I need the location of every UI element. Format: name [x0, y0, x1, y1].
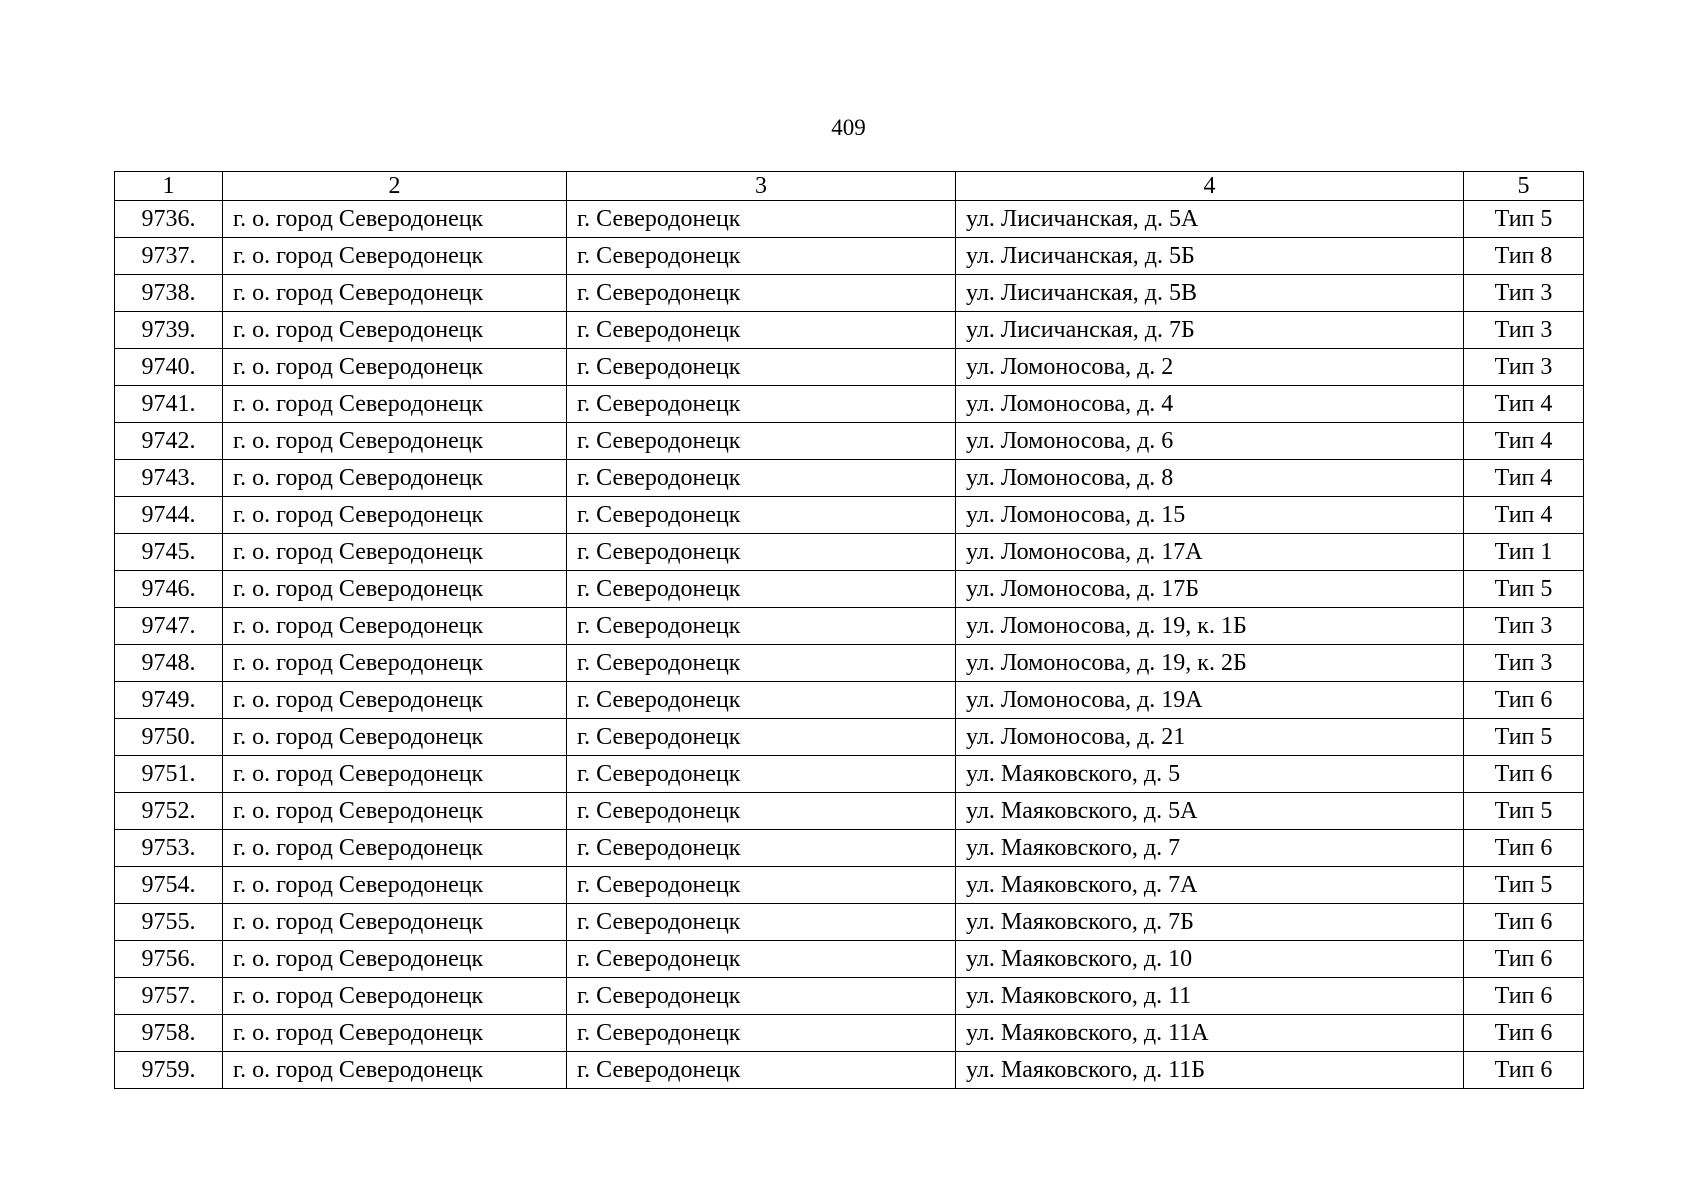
district-cell: г. о. город Северодонецк: [223, 645, 567, 682]
type-cell: Тип 8: [1464, 238, 1584, 275]
type-cell: Тип 3: [1464, 645, 1584, 682]
locality-cell: г. Северодонецк: [567, 756, 956, 793]
type-cell: Тип 6: [1464, 1052, 1584, 1089]
row-number-cell: 9750.: [115, 719, 223, 756]
row-number-cell: 9754.: [115, 867, 223, 904]
table-row: [115, 534, 1584, 571]
district-cell: г. о. город Северодонецк: [223, 497, 567, 534]
table-row: [115, 793, 1584, 830]
locality-cell: г. Северодонецк: [567, 571, 956, 608]
type-cell: Тип 3: [1464, 349, 1584, 386]
row-number-cell: 9749.: [115, 682, 223, 719]
district-cell: г. о. город Северодонецк: [223, 349, 567, 386]
address-cell: ул. Ломоносова, д. 17Б: [956, 571, 1464, 608]
row-number-cell: 9758.: [115, 1015, 223, 1052]
locality-cell: г. Северодонецк: [567, 238, 956, 275]
district-cell: г. о. город Северодонецк: [223, 571, 567, 608]
table-row: [115, 1052, 1584, 1089]
address-cell: ул. Маяковского, д. 7: [956, 830, 1464, 867]
table-row: [115, 682, 1584, 719]
type-cell: Тип 3: [1464, 275, 1584, 312]
district-cell: г. о. город Северодонецк: [223, 386, 567, 423]
locality-cell: г. Северодонецк: [567, 534, 956, 571]
address-cell: ул. Маяковского, д. 7А: [956, 867, 1464, 904]
table-row: [115, 460, 1584, 497]
type-cell: Тип 5: [1464, 201, 1584, 238]
type-cell: Тип 1: [1464, 534, 1584, 571]
locality-cell: г. Северодонецк: [567, 867, 956, 904]
locality-cell: г. Северодонецк: [567, 978, 956, 1015]
table-row: [115, 1015, 1584, 1052]
locality-cell: г. Северодонецк: [567, 682, 956, 719]
row-number-cell: 9748.: [115, 645, 223, 682]
column-header-4: 4: [956, 172, 1464, 201]
district-cell: г. о. город Северодонецк: [223, 756, 567, 793]
type-cell: Тип 5: [1464, 793, 1584, 830]
district-cell: г. о. город Северодонецк: [223, 534, 567, 571]
page-number: 409: [831, 115, 866, 140]
address-cell: ул. Ломоносова, д. 19А: [956, 682, 1464, 719]
row-number-cell: 9739.: [115, 312, 223, 349]
address-cell: ул. Лисичанская, д. 5Б: [956, 238, 1464, 275]
locality-cell: г. Северодонецк: [567, 1015, 956, 1052]
table-row: [115, 238, 1584, 275]
table-row: [115, 756, 1584, 793]
row-number-cell: 9738.: [115, 275, 223, 312]
row-number-cell: 9759.: [115, 1052, 223, 1089]
row-number-cell: 9745.: [115, 534, 223, 571]
type-cell: Тип 4: [1464, 497, 1584, 534]
address-cell: ул. Лисичанская, д. 7Б: [956, 312, 1464, 349]
locality-cell: г. Северодонецк: [567, 904, 956, 941]
locality-cell: г. Северодонецк: [567, 312, 956, 349]
address-table: [114, 171, 1584, 1089]
row-number-cell: 9753.: [115, 830, 223, 867]
district-cell: г. о. город Северодонецк: [223, 719, 567, 756]
column-header-3: 3: [567, 172, 956, 201]
address-cell: ул. Ломоносова, д. 8: [956, 460, 1464, 497]
address-cell: ул. Лисичанская, д. 5В: [956, 275, 1464, 312]
type-cell: Тип 5: [1464, 867, 1584, 904]
district-cell: г. о. город Северодонецк: [223, 867, 567, 904]
row-number-cell: 9737.: [115, 238, 223, 275]
district-cell: г. о. город Северодонецк: [223, 1052, 567, 1089]
row-number-cell: 9743.: [115, 460, 223, 497]
locality-cell: г. Северодонецк: [567, 201, 956, 238]
locality-cell: г. Северодонецк: [567, 386, 956, 423]
row-number-cell: 9744.: [115, 497, 223, 534]
locality-cell: г. Северодонецк: [567, 608, 956, 645]
row-number-cell: 9736.: [115, 201, 223, 238]
type-cell: Тип 6: [1464, 941, 1584, 978]
table-row: [115, 867, 1584, 904]
type-cell: Тип 6: [1464, 1015, 1584, 1052]
district-cell: г. о. город Северодонецк: [223, 275, 567, 312]
type-cell: Тип 6: [1464, 830, 1584, 867]
row-number-cell: 9757.: [115, 978, 223, 1015]
address-cell: ул. Маяковского, д. 11: [956, 978, 1464, 1015]
type-cell: Тип 6: [1464, 978, 1584, 1015]
address-cell: ул. Маяковского, д. 5А: [956, 793, 1464, 830]
locality-cell: г. Северодонецк: [567, 645, 956, 682]
table-row: [115, 386, 1584, 423]
table-row: [115, 608, 1584, 645]
address-cell: ул. Ломоносова, д. 21: [956, 719, 1464, 756]
district-cell: г. о. город Северодонецк: [223, 978, 567, 1015]
district-cell: г. о. город Северодонецк: [223, 201, 567, 238]
table-row: [115, 497, 1584, 534]
district-cell: г. о. город Северодонецк: [223, 608, 567, 645]
address-cell: ул. Маяковского, д. 7Б: [956, 904, 1464, 941]
table-row: [115, 201, 1584, 238]
locality-cell: г. Северодонецк: [567, 793, 956, 830]
table-row: [115, 645, 1584, 682]
address-cell: ул. Ломоносова, д. 19, к. 1Б: [956, 608, 1464, 645]
row-number-cell: 9740.: [115, 349, 223, 386]
row-number-cell: 9747.: [115, 608, 223, 645]
district-cell: г. о. город Северодонецк: [223, 941, 567, 978]
header-row: [115, 172, 1584, 201]
type-cell: Тип 4: [1464, 386, 1584, 423]
type-cell: Тип 4: [1464, 423, 1584, 460]
table-row: [115, 349, 1584, 386]
district-cell: г. о. город Северодонецк: [223, 1015, 567, 1052]
locality-cell: г. Северодонецк: [567, 423, 956, 460]
district-cell: г. о. город Северодонецк: [223, 423, 567, 460]
table-header: [115, 172, 1584, 201]
type-cell: Тип 6: [1464, 682, 1584, 719]
row-number-cell: 9741.: [115, 386, 223, 423]
table-row: [115, 978, 1584, 1015]
address-cell: ул. Маяковского, д. 5: [956, 756, 1464, 793]
table-row: [115, 719, 1584, 756]
district-cell: г. о. город Северодонецк: [223, 830, 567, 867]
table-row: [115, 275, 1584, 312]
table-row: [115, 941, 1584, 978]
row-number-cell: 9746.: [115, 571, 223, 608]
type-cell: Тип 4: [1464, 460, 1584, 497]
address-cell: ул. Ломоносова, д. 6: [956, 423, 1464, 460]
district-cell: г. о. город Северодонецк: [223, 793, 567, 830]
type-cell: Тип 3: [1464, 608, 1584, 645]
district-cell: г. о. город Северодонецк: [223, 312, 567, 349]
locality-cell: г. Северодонецк: [567, 830, 956, 867]
district-cell: г. о. город Северодонецк: [223, 904, 567, 941]
district-cell: г. о. город Северодонецк: [223, 460, 567, 497]
district-cell: г. о. город Северодонецк: [223, 682, 567, 719]
table-row: [115, 830, 1584, 867]
type-cell: Тип 3: [1464, 312, 1584, 349]
locality-cell: г. Северодонецк: [567, 1052, 956, 1089]
address-cell: ул. Ломоносова, д. 19, к. 2Б: [956, 645, 1464, 682]
address-cell: ул. Маяковского, д. 11А: [956, 1015, 1464, 1052]
locality-cell: г. Северодонецк: [567, 275, 956, 312]
type-cell: Тип 5: [1464, 571, 1584, 608]
address-cell: ул. Лисичанская, д. 5А: [956, 201, 1464, 238]
address-cell: ул. Ломоносова, д. 15: [956, 497, 1464, 534]
address-cell: ул. Маяковского, д. 11Б: [956, 1052, 1464, 1089]
row-number-cell: 9751.: [115, 756, 223, 793]
table-row: [115, 423, 1584, 460]
locality-cell: г. Северодонецк: [567, 460, 956, 497]
row-number-cell: 9742.: [115, 423, 223, 460]
table-row: [115, 312, 1584, 349]
table-row: [115, 571, 1584, 608]
address-cell: ул. Ломоносова, д. 17А: [956, 534, 1464, 571]
type-cell: Тип 6: [1464, 756, 1584, 793]
type-cell: Тип 6: [1464, 904, 1584, 941]
address-cell: ул. Маяковского, д. 10: [956, 941, 1464, 978]
type-cell: Тип 5: [1464, 719, 1584, 756]
address-cell: ул. Ломоносова, д. 2: [956, 349, 1464, 386]
locality-cell: г. Северодонецк: [567, 497, 956, 534]
locality-cell: г. Северодонецк: [567, 941, 956, 978]
table-body: [115, 201, 1584, 1089]
row-number-cell: 9755.: [115, 904, 223, 941]
locality-cell: г. Северодонецк: [567, 349, 956, 386]
address-cell: ул. Ломоносова, д. 4: [956, 386, 1464, 423]
column-header-2: 2: [223, 172, 567, 201]
locality-cell: г. Северодонецк: [567, 719, 956, 756]
table-row: [115, 904, 1584, 941]
row-number-cell: 9752.: [115, 793, 223, 830]
column-header-1: 1: [115, 172, 223, 201]
row-number-cell: 9756.: [115, 941, 223, 978]
district-cell: г. о. город Северодонецк: [223, 238, 567, 275]
column-header-5: 5: [1464, 172, 1584, 201]
